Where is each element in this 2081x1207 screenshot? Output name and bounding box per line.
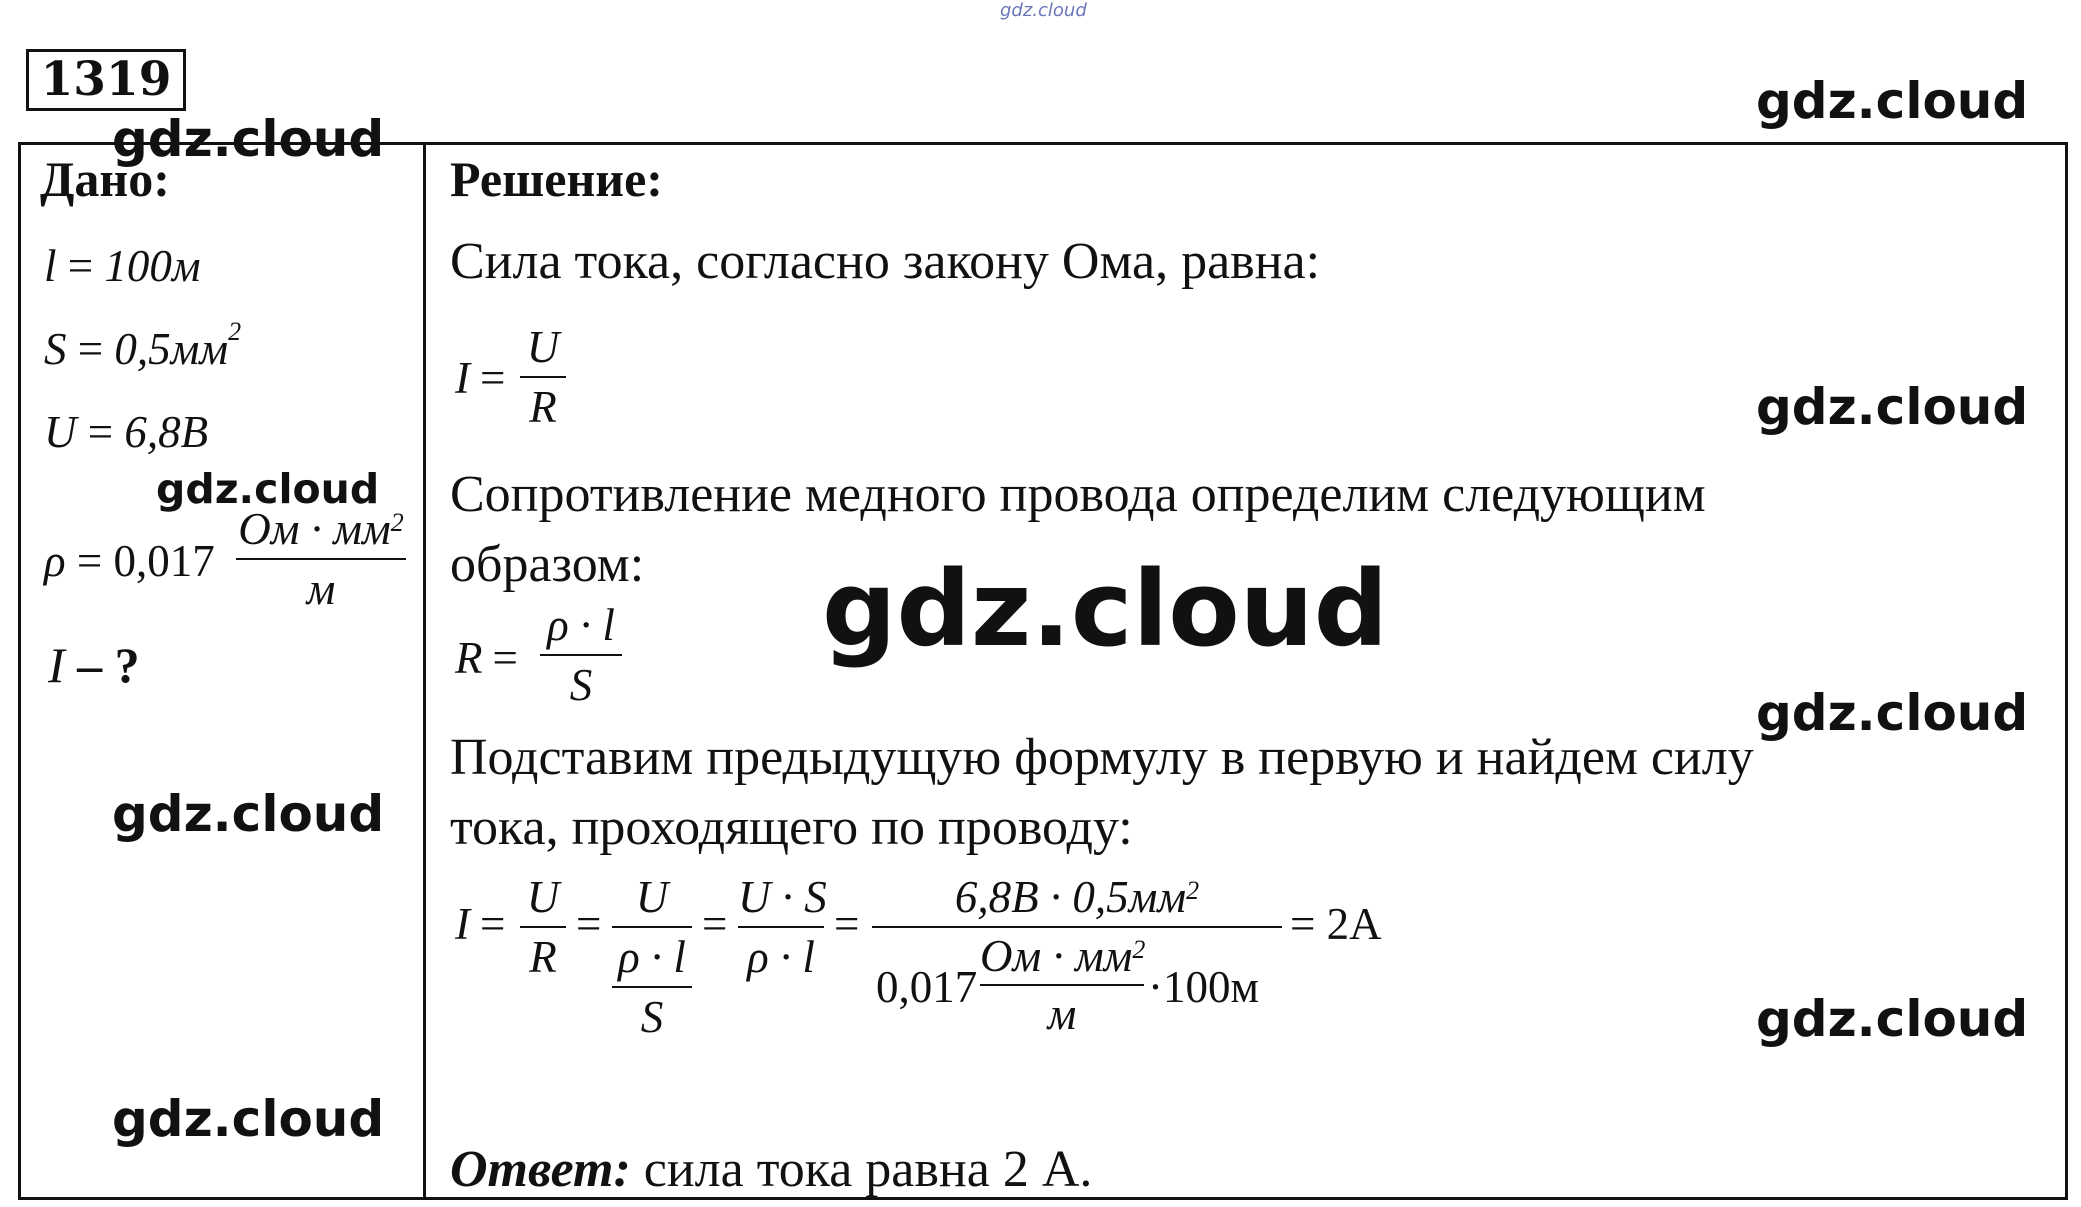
- formula-final-term-1: U R: [520, 868, 566, 986]
- watermark-large: gdz.cloud: [822, 548, 1389, 670]
- solution-paragraph-3-line-1: Подставим предыдущую формулу в первую и найдем силу: [450, 729, 1754, 786]
- top-watermark: gdz.cloud: [1000, 0, 1087, 21]
- solution-paragraph-2-line-1: Сопротивление медного провода определим следующим: [450, 466, 1706, 523]
- watermark: gdz.cloud: [112, 110, 385, 168]
- formula-final-term-4: $6,8В \cdot 0,5мм^2$ 0,017 Ом · $мм^2$ м ·100м: [872, 868, 1282, 1058]
- formula-final-result: = 2А: [1290, 899, 1382, 949]
- column-divider: [423, 142, 426, 1200]
- formula-final-term-2: U ρ · l S: [612, 868, 692, 1046]
- watermark: gdz.cloud: [1756, 72, 2029, 130]
- given-rho-fraction: Ом · $мм^2$ м: [236, 500, 406, 618]
- formula-resistance-lhs: R =: [455, 633, 518, 683]
- formula-final-eq-2: =: [702, 899, 728, 949]
- formula-resistance-fraction: ρ · l S: [540, 596, 622, 714]
- solution-heading: Решение:: [450, 151, 663, 207]
- watermark: gdz.cloud: [1756, 684, 2029, 742]
- solution-paragraph-2-line-2: образом:: [450, 536, 645, 593]
- formula-final-eq-3: =: [834, 899, 860, 949]
- watermark: gdz.cloud: [112, 1090, 385, 1148]
- given-find: I – ?: [48, 637, 140, 693]
- formula-ohm-lhs: I =: [455, 353, 506, 403]
- given-rho: ρ = 0,017: [44, 536, 215, 586]
- given-heading: Дано:: [40, 151, 170, 207]
- watermark: gdz.cloud: [112, 785, 385, 843]
- given-s: $S = 0,5мм^2$: [44, 317, 242, 374]
- watermark: gdz.cloud: [1756, 990, 2029, 1048]
- given-u: U = 6,8В: [44, 407, 209, 457]
- answer: Ответ: сила тока равна 2 А.: [450, 1141, 1093, 1198]
- solution-paragraph-1: Сила тока, согласно закону Ома, равна:: [450, 233, 1321, 290]
- given-l: l = 100м: [44, 241, 201, 291]
- formula-ohm-fraction: U R: [520, 318, 566, 436]
- problem-number: 1319: [26, 49, 186, 111]
- formula-final-term-3: U · S ρ · l: [738, 872, 827, 982]
- formula-final-lhs: I =: [455, 899, 506, 949]
- formula-final-eq-1: =: [576, 899, 602, 949]
- watermark: gdz.cloud: [156, 465, 380, 513]
- watermark: gdz.cloud: [1756, 378, 2029, 436]
- solution-paragraph-3-line-2: тока, проходящего по проводу:: [450, 799, 1133, 856]
